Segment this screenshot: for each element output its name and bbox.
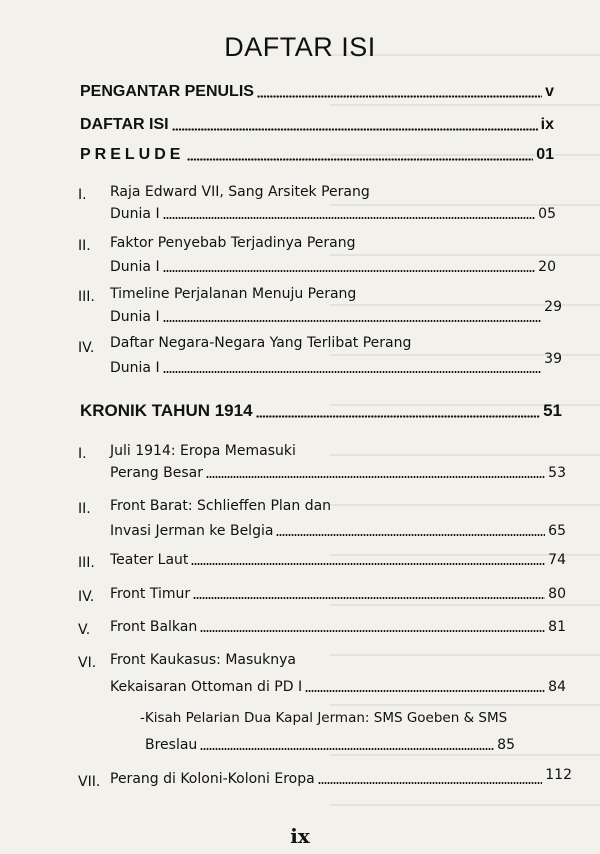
item-title-line2: Dunia I <box>110 259 160 275</box>
item-line2 <box>110 679 566 695</box>
item-line2 <box>110 206 556 222</box>
item-title: Perang di Koloni-Koloni Eropa <box>110 771 315 787</box>
item-title-line1: Front Kaukasus: Masuknya <box>110 652 296 668</box>
item-line2 <box>110 259 556 275</box>
item-line <box>110 767 572 787</box>
page-number: 80 <box>548 586 566 602</box>
leader-dots <box>200 630 545 632</box>
item-number: IV. <box>78 340 95 356</box>
page-number: 65 <box>548 523 566 539</box>
page-number: 81 <box>548 619 566 635</box>
item-number: III. <box>78 289 95 305</box>
leader-dots <box>163 270 536 272</box>
item-number: III. <box>78 555 95 571</box>
item-title-line2: Perang Besar <box>110 465 203 481</box>
item-title-line2: Dunia I <box>110 360 160 376</box>
item-number: V. <box>78 622 91 638</box>
leader-dots <box>191 563 545 565</box>
item-number: II. <box>78 501 91 517</box>
item-line2 <box>110 351 562 376</box>
leader-dots <box>200 748 494 750</box>
page-title: DAFTAR ISI <box>224 32 376 62</box>
item-title-line2: Kekaisaran Ottoman di PD I <box>110 679 303 695</box>
leader-dots <box>206 476 545 478</box>
page-number: 112 <box>545 767 572 783</box>
item-number: I. <box>78 446 87 462</box>
subitem-line2 <box>145 737 515 753</box>
item-title-line2: Dunia I <box>110 309 160 325</box>
subitem-title-line1: -Kisah Pelarian Dua Kapal Jerman: SMS Goeben & SMS <box>140 710 508 726</box>
leader-dots <box>163 320 542 322</box>
page-number: 39 <box>544 351 562 367</box>
item-line2 <box>110 523 566 539</box>
item-line <box>110 552 566 568</box>
item-title: Front Timur <box>110 586 191 602</box>
item-title-line1: Faktor Penyebab Terjadinya Perang <box>110 235 356 251</box>
page-number: 29 <box>544 299 562 315</box>
item-number: VII. <box>78 774 101 790</box>
toc-section-1914[interactable] <box>80 401 562 421</box>
page-number: 84 <box>548 679 566 695</box>
item-title-line1: Raja Edward VII, Sang Arsitek Perang <box>110 184 370 200</box>
leader-dots <box>257 95 542 98</box>
subitem-title-line2: Breslau <box>145 737 198 753</box>
item-title: Front Balkan <box>110 619 198 635</box>
toc-entry-label: DAFTAR ISI <box>80 116 169 133</box>
item-title-line1: Timeline Perjalanan Menuju Perang <box>110 286 357 302</box>
toc-entry-label: PRELUDE <box>80 146 185 163</box>
leader-dots <box>276 534 545 536</box>
item-number: I. <box>78 187 87 203</box>
leader-dots <box>172 128 538 131</box>
item-line <box>110 619 566 635</box>
item-title-line1: Front Barat: Schlieffen Plan dan <box>110 498 332 514</box>
leader-dots <box>187 158 533 161</box>
item-line2 <box>110 299 562 325</box>
section-label: KRONIK TAHUN 1914 <box>80 401 253 420</box>
page-number: 51 <box>543 401 562 420</box>
leader-dots <box>256 415 541 418</box>
item-number: IV. <box>78 589 95 605</box>
leader-dots <box>193 597 545 599</box>
page-number: 05 <box>538 206 556 222</box>
leader-dots <box>163 217 536 219</box>
leader-dots <box>163 371 542 373</box>
item-title-line2: Dunia I <box>110 206 160 222</box>
page-number: v <box>545 83 554 100</box>
toc-entry-daftar-isi[interactable] <box>80 116 554 134</box>
item-title-line2: Invasi Jerman ke Belgia <box>110 523 274 539</box>
item-title-line1: Daftar Negara-Negara Yang Terlibat Perang <box>110 335 412 351</box>
page-number: 01 <box>536 146 554 163</box>
item-title-line1: Juli 1914: Eropa Memasuki <box>110 443 296 459</box>
item-line <box>110 586 566 602</box>
page-number: 74 <box>548 552 566 568</box>
toc-entry-pengantar[interactable] <box>80 83 554 101</box>
page-number: 53 <box>548 465 566 481</box>
item-line2 <box>110 465 566 481</box>
item-number: II. <box>78 238 91 254</box>
item-number: VI. <box>78 655 97 671</box>
leader-dots <box>305 690 545 692</box>
toc-entry-prelude[interactable] <box>80 146 554 164</box>
page-number: 20 <box>538 259 556 275</box>
page-number: 85 <box>497 737 515 753</box>
leader-dots <box>318 782 543 784</box>
item-title: Teater Laut <box>110 552 189 568</box>
page-number: ix <box>540 116 554 133</box>
folio-page-number: ix <box>290 824 310 848</box>
toc-entry-label: PENGANTAR PENULIS <box>80 83 254 100</box>
